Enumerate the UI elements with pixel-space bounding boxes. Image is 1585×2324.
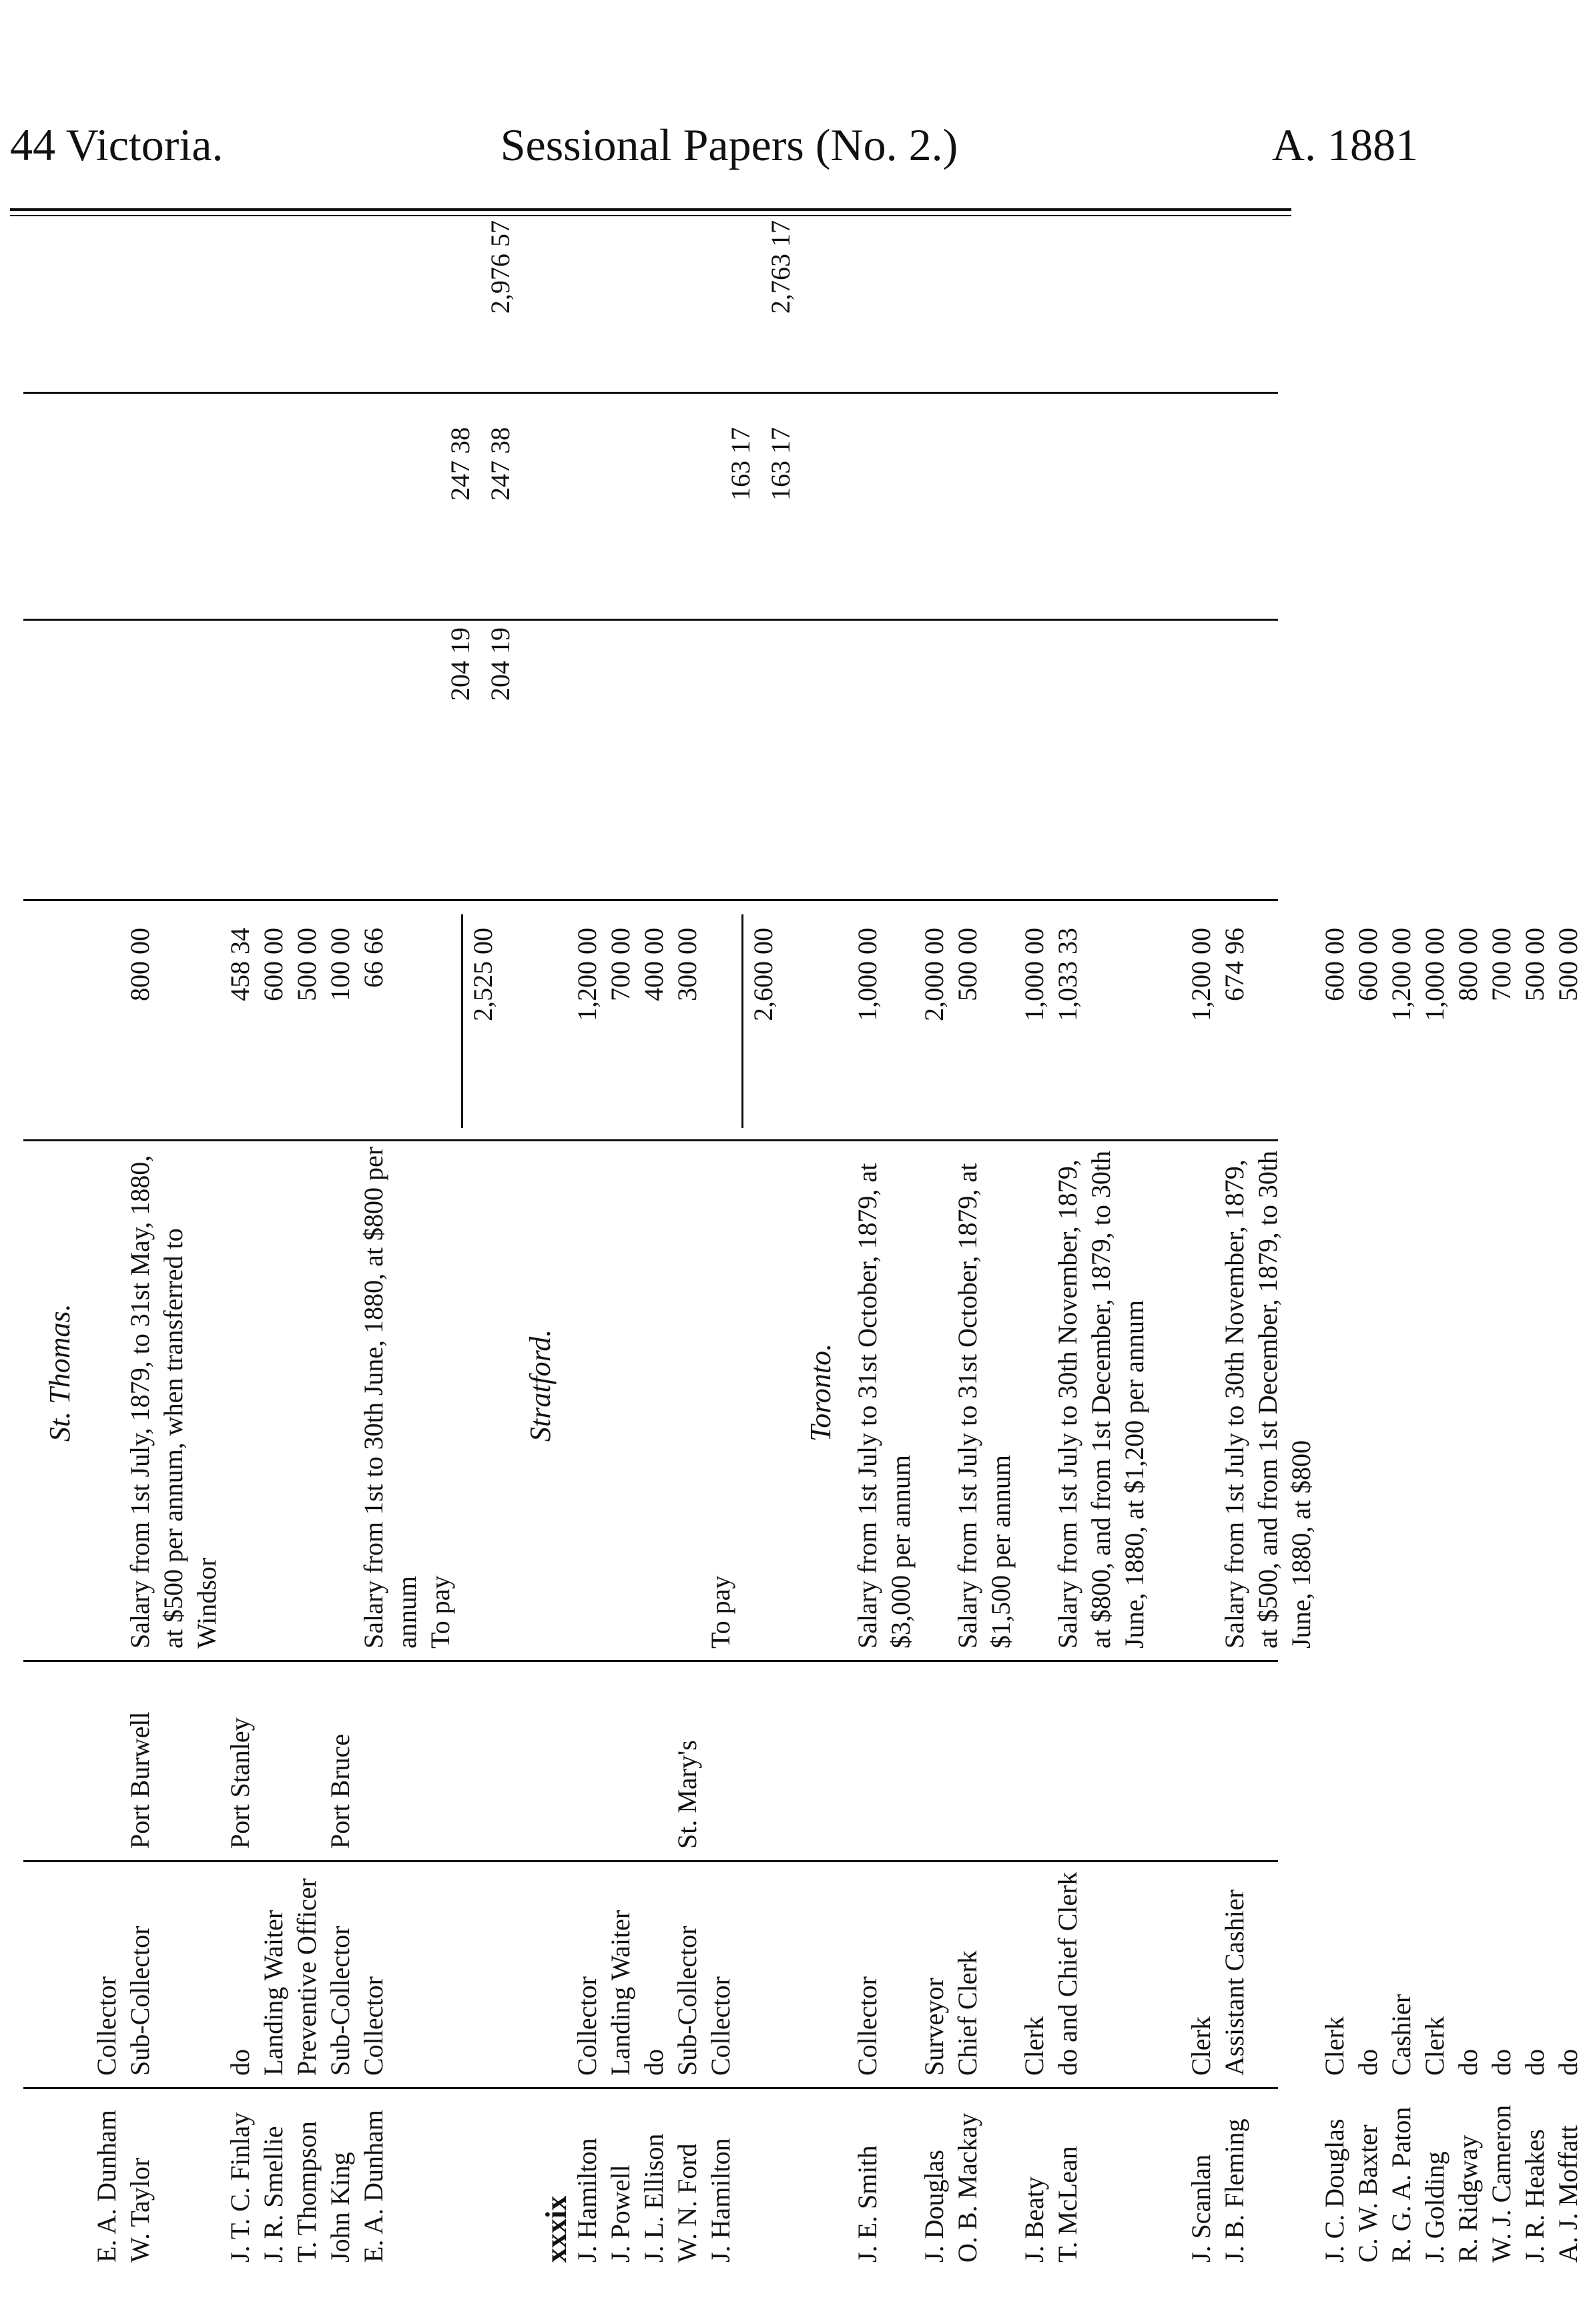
row-amount: 600 00 (258, 928, 288, 1001)
row-position: Preventive Officer (292, 1878, 322, 2076)
row-name: E. A. Dunham (358, 2110, 388, 2263)
row-amount: 1,000 00 (1419, 928, 1450, 1021)
header-left: 44 Victoria. (10, 119, 224, 170)
section-heading: Toronto. (804, 1343, 837, 1442)
row-name: J. Golding (1419, 2151, 1450, 2263)
row-position: Clerk (1019, 2016, 1049, 2076)
row-name: T. Thompson (292, 2121, 322, 2263)
row-position: Chief Clerk (952, 1950, 982, 2076)
row-amount: 500 00 (1553, 928, 1583, 1001)
column-divider (23, 1660, 1278, 1662)
row-position: do (225, 2049, 255, 2076)
row-position: Surveyor (919, 1978, 949, 2076)
row-name: W. J. Cameron (1486, 2104, 1516, 2263)
row-details: Salary from 1st July to 31st October, 1879, at $1,500 per annum (952, 1163, 1016, 1649)
row-port: Port Stanley (225, 1717, 255, 1849)
row-amount: 1,200 00 (572, 928, 602, 1021)
row-details: To pay (705, 1575, 735, 1649)
row-amount: 1,000 00 (852, 928, 882, 1021)
row-position: do (1453, 2049, 1483, 2076)
row-position: do (1353, 2049, 1383, 2076)
row-position: Clerk (1319, 2016, 1349, 2076)
page-number: xxxix (540, 2195, 573, 2263)
row-details: To pay (425, 1575, 455, 1649)
subtotal-rule (461, 914, 463, 1128)
section-heading: St. Thomas. (43, 1303, 76, 1442)
row-name: John King (325, 2152, 355, 2263)
row-position: Sub-Collector (672, 1926, 702, 2076)
section-heading: Stratford. (524, 1329, 557, 1442)
row-name: W. Taylor (125, 2157, 155, 2263)
row-name: J. Beaty (1019, 2176, 1049, 2263)
rotated-ledger-table (10, 207, 1583, 2276)
row-name: J. R. Heakes (1520, 2129, 1550, 2263)
row-amount: 500 00 (1520, 928, 1550, 1001)
row-position: do (639, 2049, 669, 2076)
column-divider (23, 1139, 1278, 1141)
row-amount: 1,200 00 (1386, 928, 1416, 1021)
row-position: do and Chief Clerk (1052, 1871, 1082, 2076)
row-position: Landing Waiter (605, 1910, 635, 2076)
row-name: W. N. Ford (672, 2143, 702, 2263)
row-amount: 300 00 (672, 928, 702, 1001)
row-details: Salary from 1st July, 1879, to 31st May, 1880, at $500 per annum, when transferred to Windsor (125, 1155, 222, 1649)
row-name: C. W. Baxter (1353, 2124, 1383, 2263)
row-name: J. L. Ellison (639, 2133, 669, 2263)
section-total: 2,976 57 (485, 220, 515, 314)
row-position: Clerk (1419, 2016, 1450, 2076)
row-details: Salary from 1st July to 30th November, 1879, at $800, and from 1st December, 1879, to 30th June, 1880, at $1,200 per annum (1052, 1150, 1149, 1649)
row-name: R. G. A. Paton (1386, 2106, 1416, 2263)
row-name: J. Powell (605, 2164, 635, 2263)
row-name: O. B. Mackay (952, 2112, 982, 2263)
section-col-b-total: 163 17 (765, 427, 796, 501)
column-divider (23, 392, 1278, 394)
row-name: J. R. Smellie (258, 2126, 288, 2263)
row-details: Salary from 1st July to 30th November, 1879, at $500, and from 1st December, 1879, to 30th June, 1880, at $800 (1219, 1150, 1316, 1649)
subtotal-rule (741, 914, 743, 1128)
row-position: Collector (358, 1976, 388, 2076)
row-position: Cashier (1386, 1994, 1416, 2076)
row-name: J. Hamilton (572, 2138, 602, 2263)
row-position: Clerk (1186, 2016, 1216, 2076)
row-name: J. C. Douglas (1319, 2118, 1349, 2263)
row-position: Collector (91, 1976, 121, 2076)
row-name: A. J. Moffatt (1553, 2125, 1583, 2263)
column-divider (23, 619, 1278, 621)
row-position: Sub-Collector (125, 1926, 155, 2076)
row-amount: 800 00 (1453, 928, 1483, 1001)
row-amount: 100 00 (325, 928, 355, 1001)
row-port: St. Mary's (672, 1740, 702, 1849)
row-name: J. B. Fleming (1219, 2118, 1249, 2263)
row-amount: 600 00 (1353, 928, 1383, 1001)
row-position: do (1486, 2049, 1516, 2076)
section-col-b-total: 247 38 (485, 427, 515, 501)
row-position: do (1553, 2049, 1583, 2076)
header-right: A. 1881 (1271, 119, 1418, 170)
row-details: Salary from 1st to 30th June, 1880, at $800 per annum (358, 1146, 422, 1649)
row-name: J. T. C. Finlay (225, 2112, 255, 2263)
section-subtotal: 2,525 00 (468, 928, 498, 1021)
section-col-a-total: 204 19 (485, 627, 515, 701)
row-amount: 700 00 (605, 928, 635, 1001)
row-position: Collector (852, 1976, 882, 2076)
row-amount: 66 66 (358, 928, 388, 988)
row-amount: 800 00 (125, 928, 155, 1001)
row-name: J. E. Smith (852, 2145, 882, 2263)
row-position: Sub-Collector (325, 1926, 355, 2076)
header-title: Sessional Papers (No. 2.) (500, 119, 958, 170)
row-amount: 400 00 (639, 928, 669, 1001)
row-amount: 1,000 00 (1019, 928, 1049, 1021)
column-divider (23, 1860, 1278, 1862)
row-name: R. Ridgway (1453, 2134, 1483, 2263)
section-subtotal: 2,600 00 (748, 928, 778, 1021)
row-position: Collector (705, 1976, 735, 2076)
row-amount: 600 00 (1319, 928, 1349, 1001)
row-port: Port Burwell (125, 1711, 155, 1849)
column-divider (23, 899, 1278, 901)
row-amount: 700 00 (1486, 928, 1516, 1001)
row-position: Landing Waiter (258, 1910, 288, 2076)
row-details: Salary from 1st July to 31st October, 1879, at $3,000 per annum (852, 1163, 916, 1649)
row-name: J. Hamilton (705, 2138, 735, 2263)
section-total: 2,763 17 (765, 220, 796, 314)
row-position: Collector (572, 1976, 602, 2076)
row-name: J. Douglas (919, 2150, 949, 2263)
row-name: T. McLean (1052, 2146, 1082, 2263)
row-amount: 1,033 33 (1052, 928, 1082, 1021)
row-amount: 1,200 00 (1186, 928, 1216, 1021)
row-amount: 500 00 (292, 928, 322, 1001)
row-amount: 500 00 (952, 928, 982, 1001)
column-divider (23, 2087, 1278, 2089)
row-amount: 458 34 (225, 928, 255, 1001)
row-position: Assistant Cashier (1219, 1890, 1249, 2076)
section-col-a: 204 19 (445, 627, 475, 701)
row-amount: 2,000 00 (919, 928, 949, 1021)
section-col-b: 163 17 (725, 427, 755, 501)
row-port: Port Bruce (325, 1733, 355, 1849)
row-name: J. Scanlan (1186, 2154, 1216, 2263)
row-position: do (1520, 2049, 1550, 2076)
section-col-b: 247 38 (445, 427, 475, 501)
row-name: E. A. Dunham (91, 2110, 121, 2263)
row-amount: 674 96 (1219, 928, 1249, 1001)
